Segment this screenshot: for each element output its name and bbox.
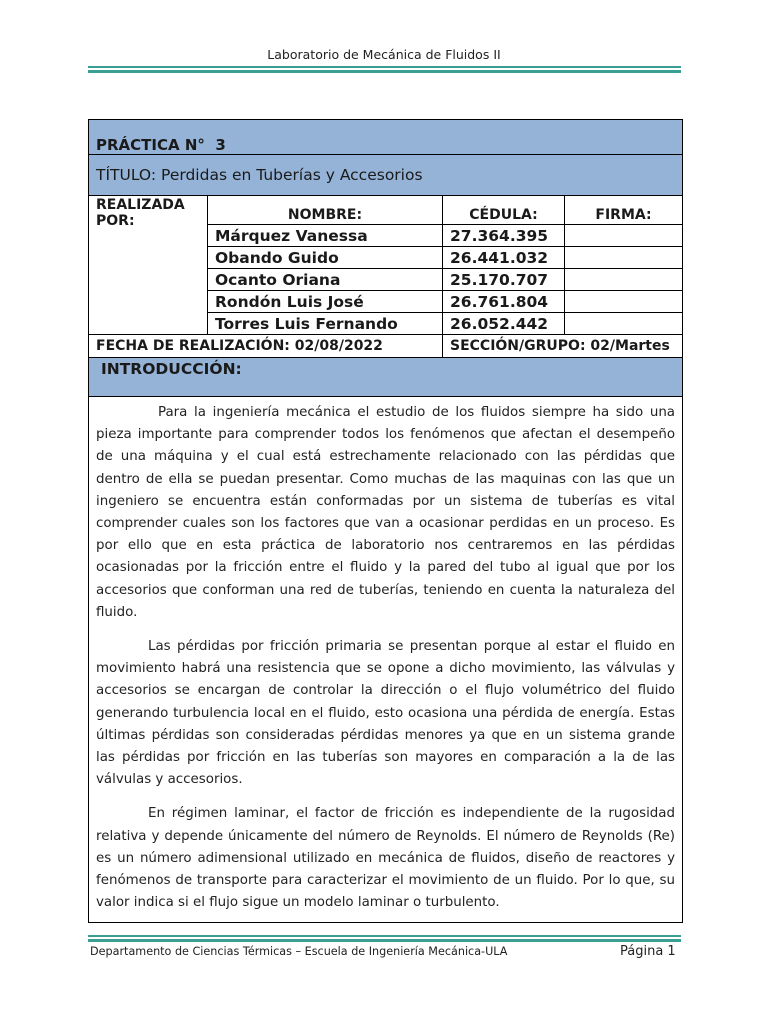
person-cedula: 26.761.804 — [443, 291, 565, 313]
header-rule-thick — [88, 70, 681, 73]
titulo-cell — [89, 155, 683, 196]
person-firma — [565, 291, 683, 313]
introduccion-row — [89, 358, 683, 397]
realizada-label — [89, 196, 208, 335]
realizada-label-line2: POR: — [96, 213, 135, 229]
introduccion-heading: INTRODUCCIÓN: — [89, 358, 683, 397]
person-name: Márquez Vanessa — [208, 225, 443, 247]
titulo-label: TÍTULO: — [96, 166, 157, 184]
person-name: Ocanto Oriana — [208, 269, 443, 291]
realizada-header-row — [89, 196, 683, 225]
footer-rule-thick — [88, 939, 681, 942]
person-cedula: 27.364.395 — [443, 225, 565, 247]
person-firma — [565, 247, 683, 269]
header-rule-thin — [88, 66, 681, 68]
col-cedula-header: CÉDULA: — [443, 196, 565, 225]
footer-rule-thin — [88, 935, 681, 937]
col-nombre-header: NOMBRE: — [208, 196, 443, 225]
person-name: Obando Guido — [208, 247, 443, 269]
realizada-label-line1: REALIZADA — [96, 197, 185, 213]
person-cedula: 25.170.707 — [443, 269, 565, 291]
person-cedula: 26.052.442 — [443, 313, 565, 335]
col-firma-header: FIRMA: — [565, 196, 683, 225]
person-cedula: 26.441.032 — [443, 247, 565, 269]
practica-number: 3 — [215, 136, 226, 154]
footer-department: Departamento de Ciencias Térmicas – Escuela de Ingeniería Mecánica-ULA — [90, 945, 508, 958]
introduccion-body-row — [89, 397, 683, 923]
person-name: Rondón Luis José — [208, 291, 443, 313]
fecha-realizacion: FECHA DE REALIZACIÓN: 02/08/2022 — [89, 335, 443, 358]
titulo-value: Perdidas en Tuberías y Accesorios — [161, 166, 423, 184]
titulo-row — [89, 155, 683, 196]
practice-table — [88, 119, 683, 923]
seccion-grupo: SECCIÓN/GRUPO: 02/Martes — [443, 335, 683, 358]
intro-paragraph: Las pérdidas por fricción primaria se presentan porque al estar el fluido en movimiento habrá una resistencia que se opone a dicho movimiento, las válvulas y accesorios se encargan de controlar la dirección o el flujo volumétrico del fluido generando turbulencia local en el fluido, esto ocasiona una pérdida de energía. Estas últimas pérdidas son consideradas pérdidas menores ya que en un sistema grande las pérdidas por fricción en las tuberías son mayores en comparación a la de las válvulas y accesorios. — [96, 639, 676, 788]
practica-label: PRÁCTICA N° — [96, 136, 205, 154]
person-firma — [565, 313, 683, 335]
page-header-title: Laboratorio de Mecánica de Fluidos II — [267, 47, 501, 62]
fecha-row — [89, 335, 683, 358]
intro-paragraph: Para la ingeniería mecánica el estudio de los fluidos siempre ha sido una pieza importante para comprender todos los fenómenos que afectan el desempeño de una máquina y el cual está estrechamente relacionado con las pérdidas que dentro de ella se puedan presentar. Como muchas de las maquinas con las que un ingeniero se encuentra están conformadas por un sistema de tuberías es vital comprender cuales son los factores que van a ocasionar perdidas en un proceso. Es por ello que en esta práctica de laboratorio nos centraremos en las pérdidas ocasionadas por la fricción entre el fluido y la pared del tubo al igual que por los accesorios que conforman una red de tuberías, teniendo en cuenta la naturaleza del fluido. — [96, 405, 676, 620]
introduccion-body — [89, 397, 683, 923]
person-firma — [565, 269, 683, 291]
intro-paragraph: En régimen laminar, el factor de fricción es independiente de la rugosidad relativa y depende únicamente del número de Reynolds. El número de Reynolds (Re) es un número adimensional utilizado en mecánica de fluidos, diseño de reactores y fenómenos de transporte para caracterizar el movimiento de un fluido. Por lo que, su valor indica si el flujo sigue un modelo laminar o turbulento. — [96, 806, 676, 911]
practica-cell — [89, 120, 683, 155]
practica-row — [89, 120, 683, 155]
footer-page-number: Página 1 — [620, 944, 676, 959]
person-firma — [565, 225, 683, 247]
person-name: Torres Luis Fernando — [208, 313, 443, 335]
